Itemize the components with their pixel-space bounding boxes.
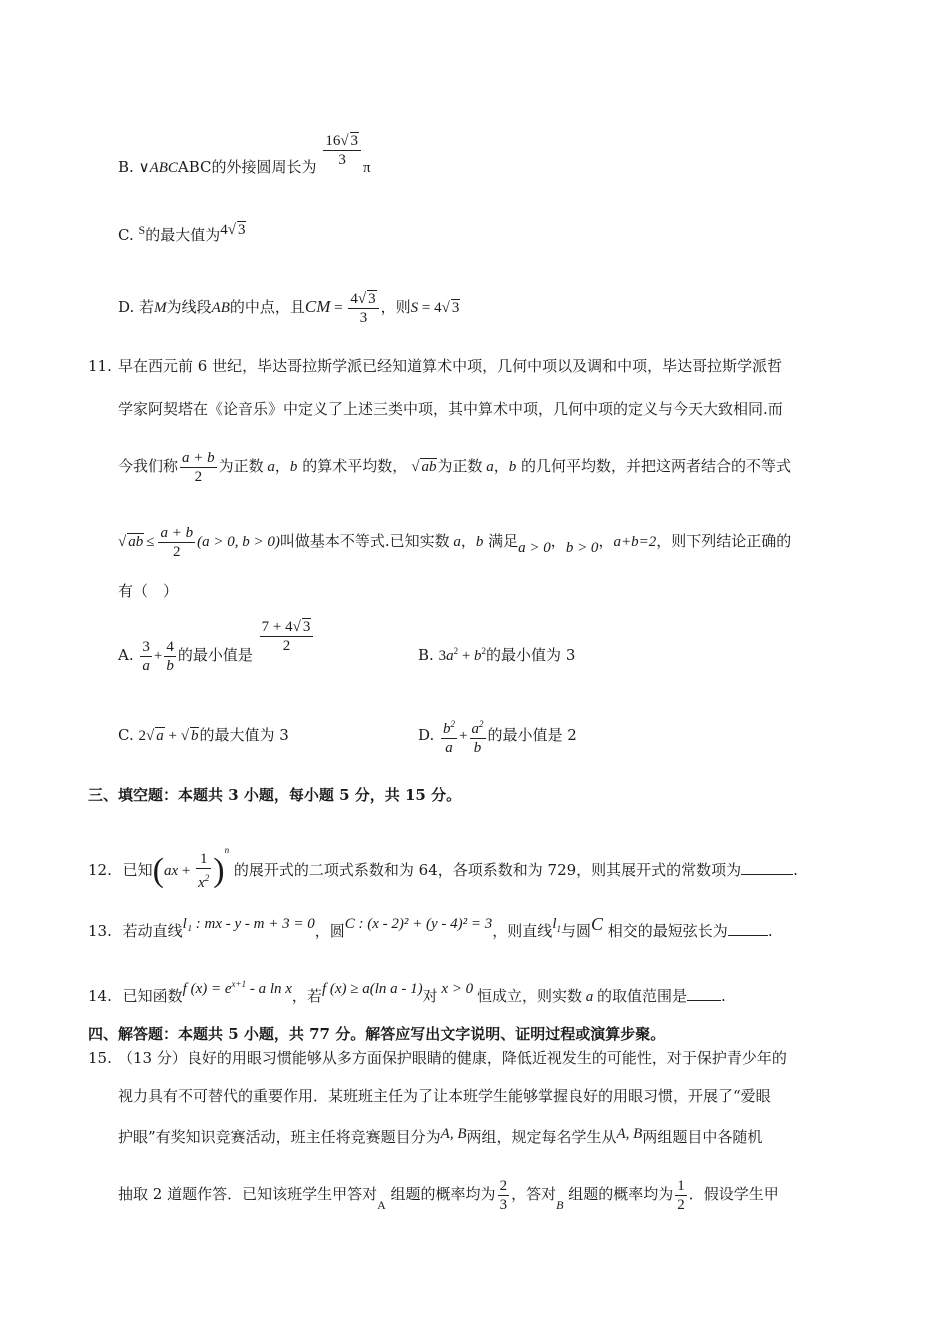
q14: 14. 已知函数f $(x) = e^{x+1} - a$ ln x，若f (x) ≥ a(ln a - 1)对 x > 0 恒成立，则实数 a 的取值范围是 .	[88, 979, 726, 1005]
q10-option-c: C. $^S$的最大值为4√ 3	[118, 222, 246, 244]
q11-option-a-value: $\frac{7 + 4√ 3}{2}$	[260, 618, 314, 655]
q15-line-1: （13 分）良好的用眼习惯能够从多方面保护眼睛的健康，降低近视发生的可能性，对于保护青少年的	[118, 1049, 787, 1067]
q10-option-b: B. ∨ABCABC的外接圆周长为 $\frac{16√ 3}{3}$ π	[118, 133, 371, 176]
q11-option-a: A. $\frac{3}{a}$ + $\frac{4}{b}$ 的最小值是 $\frac{7 + 4√ 3}{2}$	[118, 618, 315, 688]
q10-b-fraction: $\frac{16√ 3}{3}$	[323, 132, 361, 169]
q15-line-4: 抽取 2 道题作答．已知该班学生甲答对$_A$ 组题的概率均为 $\frac{2}{3}$ ，答对$_B$ 组题的概率均为 $\frac{1}{2}$ ．假设学生甲	[118, 1177, 779, 1213]
section-4-heading: 四、解答题：本题共 5 小题，共 77 分。解答应写出文字说明、证明过程或演算步聚。	[88, 1025, 666, 1043]
q12-answer-blank[interactable]	[741, 860, 793, 875]
q11-option-c: C. 2√ a + √ b的最大值为 3	[118, 726, 289, 744]
q11-line-3: 今我们称 $\frac{a + b}{2}$ 为正数 a，b 的算术平均数， √ ab为正数 a，b 的几何平均数，并把这两者结合的不等式	[118, 449, 792, 485]
q13-answer-blank[interactable]	[728, 921, 768, 936]
q14-answer-blank[interactable]	[687, 986, 721, 1001]
q13: 13. 若动直线l₁ : mx - y - m + 3 = 0，圆C : (x - 2)² + (y - 4)² = 3，则直线$l_1$与圆C 相交的最短弦长为 .	[88, 914, 773, 940]
q10-option-d: D. 若M为线段AB的中点，且CM = $\frac{4√ 3}{3}$ ，则S = 4√ 3	[118, 290, 460, 326]
q15-line-2: 视力具有不可替代的重要作用．某班班主任为了让本班学生能够掌握良好的用眼习惯，开展了“爱眼	[118, 1087, 771, 1105]
q11-arith-mean-fraction: $\frac{a + b}{2}$	[182, 449, 215, 485]
q15-number: 15.	[88, 1049, 112, 1067]
q11-option-b: B. $3a^2 + b^2$的最小值为 3	[418, 646, 576, 664]
q11-line-2: 学家阿契塔在《论音乐》中定义了上述三类中项，其中算术中项，几何中项的定义与今天大致相同.而	[118, 400, 783, 418]
q11-line-1: 早在西元前 6 世纪，毕达哥拉斯学派已经知道算术中项，几何中项以及调和中项，毕达哥拉斯学派哲	[118, 357, 783, 375]
q11-line-5: 有（ ）	[118, 582, 179, 600]
q10-c-value: 4√ 3	[220, 222, 246, 238]
q11-option-d: D. $\frac{b^2}{a}$ + $\frac{a^2}{b}$ 的最小值是 2	[418, 702, 577, 769]
q11-line-4: √ ab ≤ $\frac{a + b}{2}$ (a > 0, b > 0)叫做基本不等式.已知实数 a，b 满足a > 0，b > 0，a+b=2，则下列结论正确的	[118, 524, 792, 560]
section-3-heading: 三、填空题：本题共 3 小题，每小题 5 分，共 15 分。	[88, 786, 462, 804]
q11-number: 11.	[88, 357, 112, 375]
q11-inequality-fraction: $\frac{a + b}{2}$	[160, 524, 194, 560]
q10-b-text: ABC的外接圆周长为	[177, 158, 317, 176]
q15-line-3: 护眼”有奖知识竞赛活动，班主任将竞赛题目分为A, B两组，规定每名学生从A, B两组题目中各随机	[118, 1126, 763, 1146]
q10-d-fraction: $\frac{4√ 3}{3}$	[348, 290, 378, 327]
q12: 12. 已知(ax + $\frac{1}{x^2}$ )$^n$ 的展开式的二项式系数和为 64，各项系数和为 729，则其展开式的常数项为 .	[88, 845, 798, 891]
